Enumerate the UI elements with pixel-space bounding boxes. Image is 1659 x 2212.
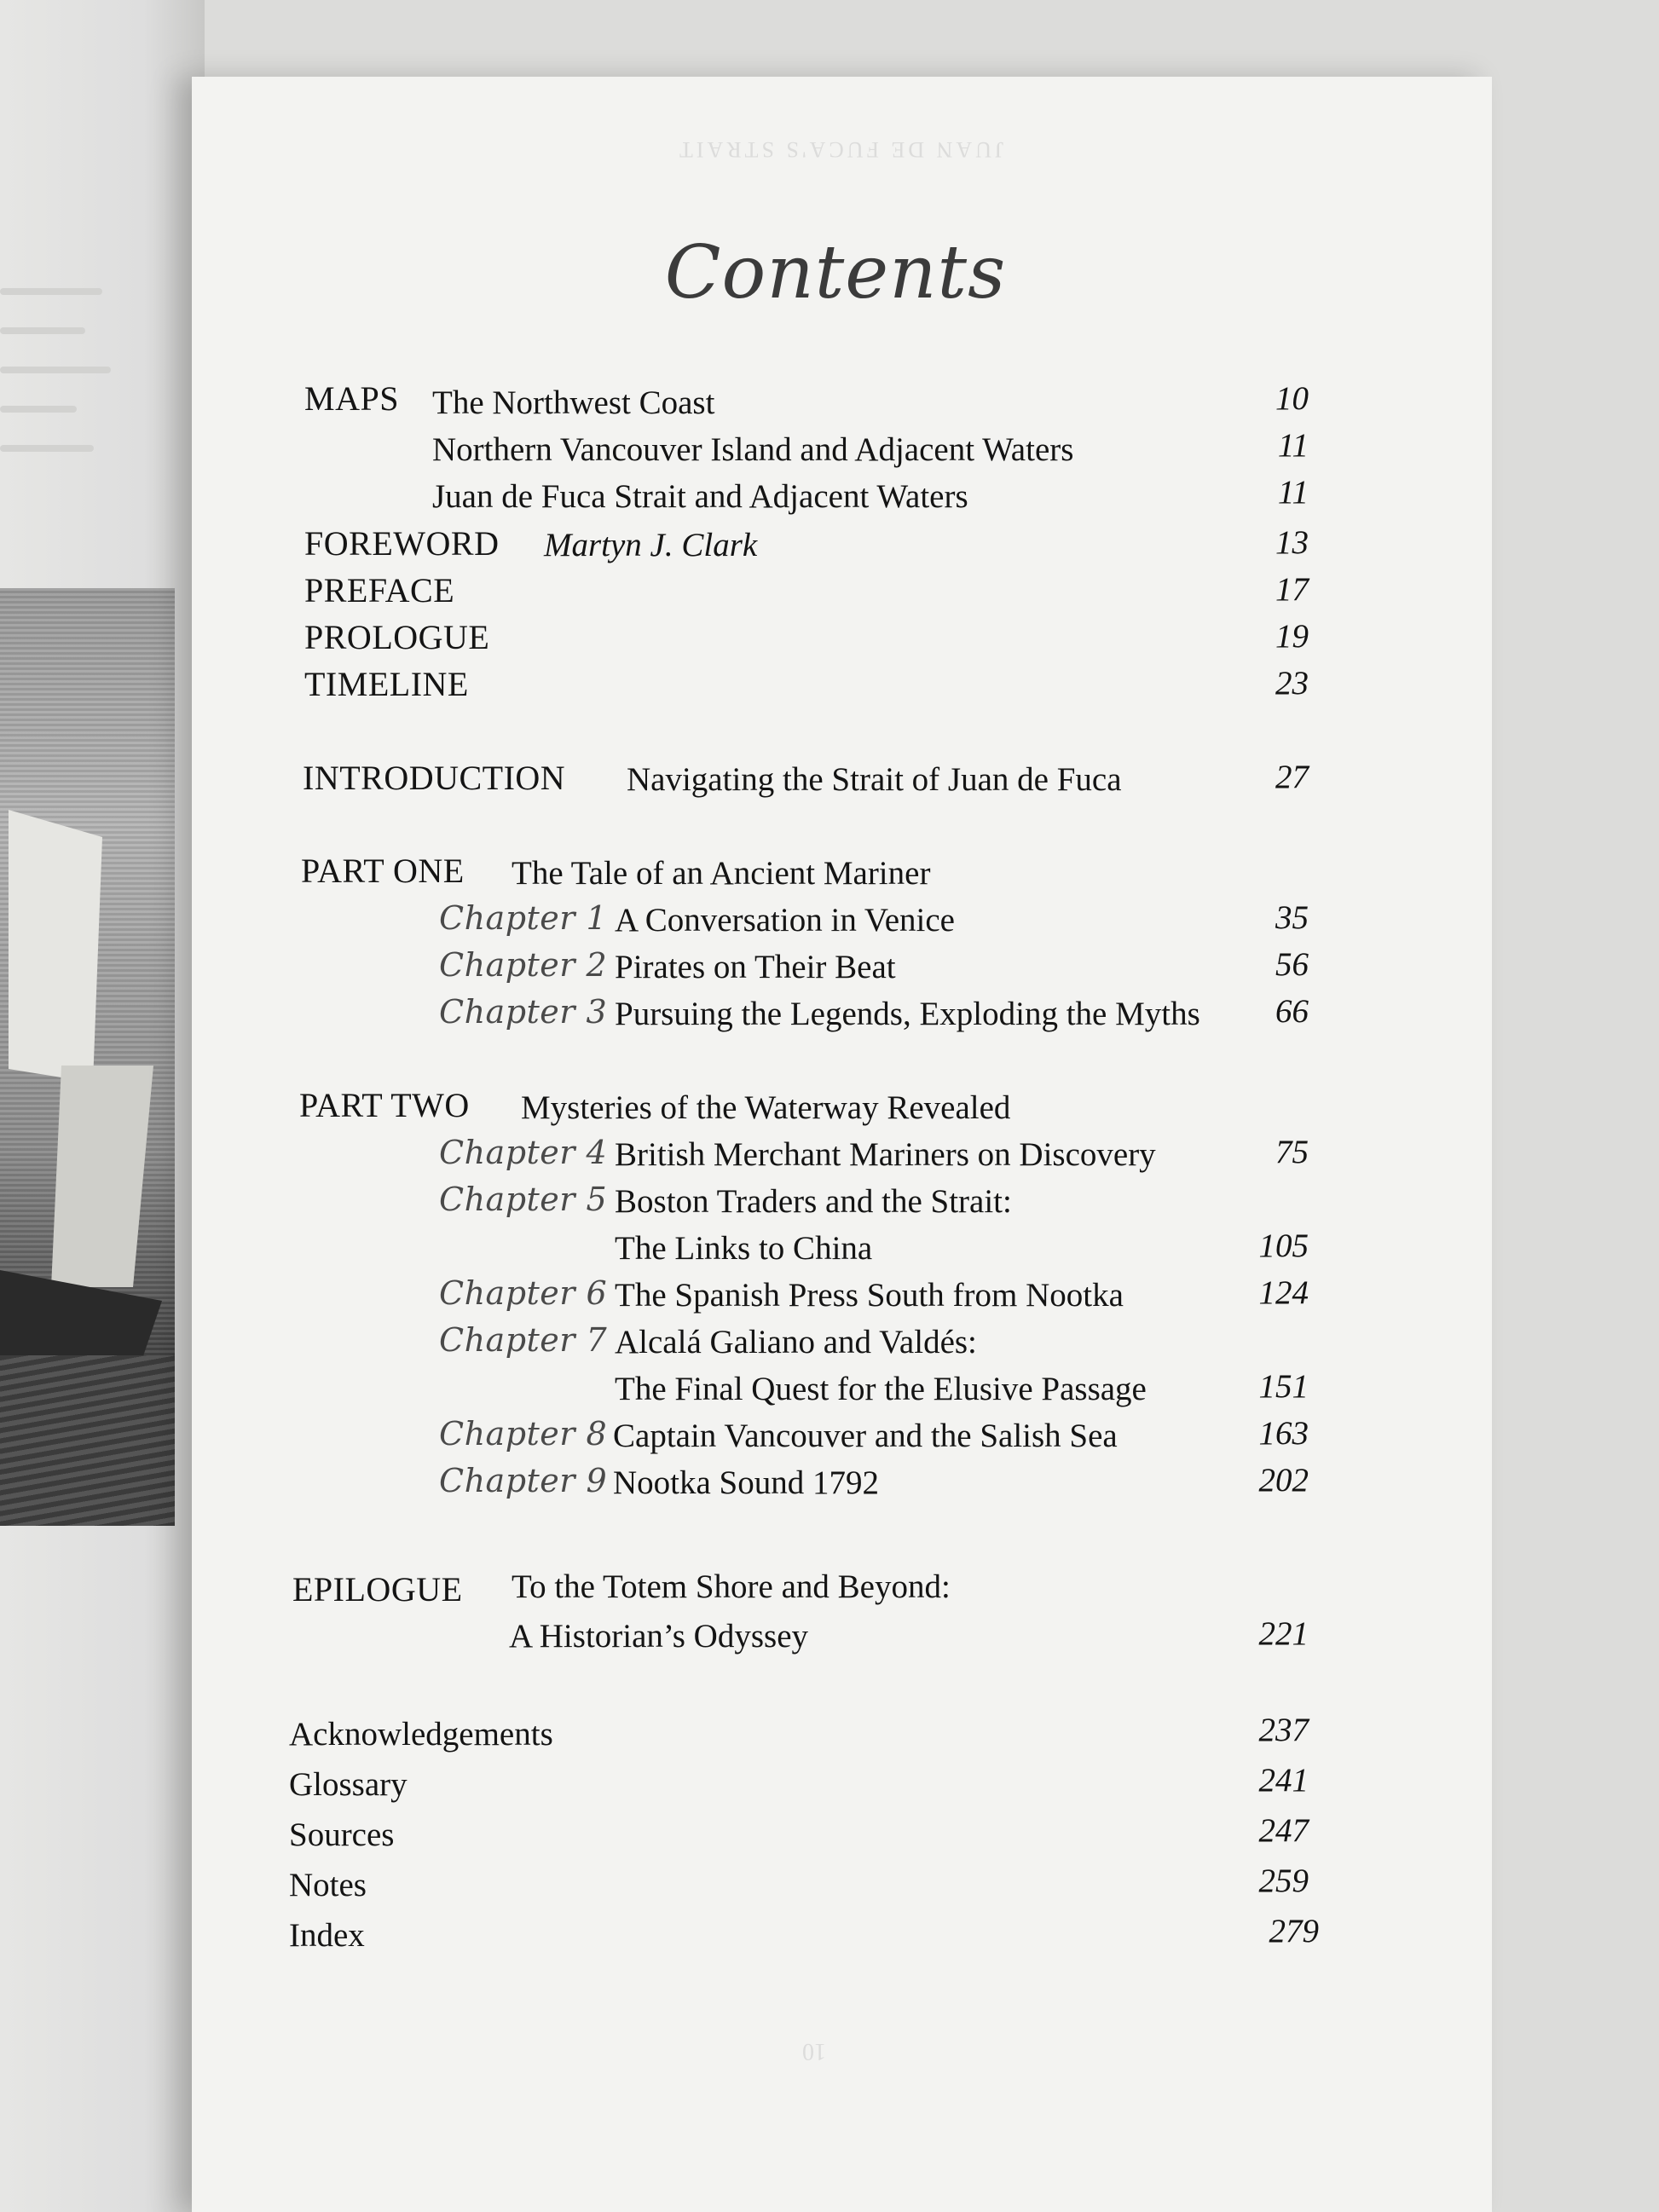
page-number: 66: [1275, 993, 1309, 1030]
foreword-author: Martyn J. Clark: [544, 527, 758, 563]
maps-label: MAPS: [304, 379, 399, 418]
page-number: 17: [1275, 571, 1309, 608]
part-one-label: PART ONE: [301, 852, 465, 890]
back-matter-title: Glossary: [289, 1766, 408, 1803]
epilogue-label: EPILOGUE: [292, 1570, 463, 1608]
ship-engraving-illustration: [0, 588, 175, 1526]
page-number: 279: [1269, 1913, 1319, 1949]
chapter-title: Boston Traders and the Strait:: [615, 1183, 1012, 1220]
page-number: 221: [1258, 1615, 1309, 1652]
chapter-label: Chapter 8: [439, 1415, 608, 1453]
page-number: 11: [1277, 474, 1309, 511]
facing-page: [0, 0, 205, 2212]
epilogue-title-continued: A Historian’s Odyssey: [509, 1618, 808, 1655]
page-number: 247: [1258, 1812, 1309, 1849]
back-matter-title: Notes: [289, 1867, 367, 1903]
page-number: 19: [1275, 618, 1309, 655]
chapter-label: Chapter 1: [439, 899, 608, 937]
part-two-label: PART TWO: [299, 1086, 470, 1124]
chapter-label: Chapter 7: [439, 1321, 608, 1359]
page-number: 56: [1275, 946, 1309, 983]
page-number: 27: [1275, 759, 1309, 795]
contents-page: [192, 77, 1492, 2212]
back-matter-title: Acknowledgements: [289, 1716, 553, 1753]
page-number: 124: [1258, 1274, 1309, 1311]
chapter-title: Alcalá Galiano and Valdés:: [615, 1324, 977, 1360]
chapter-title: Pursuing the Legends, Exploding the Myths: [615, 996, 1200, 1032]
part-one-title: The Tale of an Ancient Mariner: [512, 855, 931, 892]
map-title: Northern Vancouver Island and Adjacent Waters: [432, 431, 1074, 468]
back-matter-title: Index: [289, 1917, 365, 1954]
page-number: 10: [1275, 380, 1309, 417]
page-number: 202: [1258, 1462, 1309, 1499]
foreword-label: FOREWORD: [304, 524, 500, 563]
introduction-label: INTRODUCTION: [303, 759, 566, 797]
facing-page-text-fragment: [0, 256, 128, 546]
timeline-label: TIMELINE: [304, 665, 469, 703]
introduction-title: Navigating the Strait of Juan de Fuca: [627, 761, 1122, 798]
chapter-title-continued: The Final Quest for the Elusive Passage: [615, 1371, 1147, 1407]
page-number: 75: [1275, 1134, 1309, 1170]
page-number: 105: [1258, 1227, 1309, 1264]
chapter-title: Pirates on Their Beat: [615, 949, 896, 985]
chapter-title: The Spanish Press South from Nootka: [615, 1277, 1124, 1314]
page-number: 237: [1258, 1712, 1309, 1748]
back-matter-title: Sources: [289, 1816, 395, 1853]
epilogue-title: To the Totem Shore and Beyond:: [512, 1568, 951, 1605]
page-title: Contents: [664, 230, 1007, 315]
page-number: 11: [1277, 427, 1309, 464]
map-title: The Northwest Coast: [432, 384, 715, 421]
page-number: 241: [1258, 1762, 1309, 1799]
page-number: 13: [1275, 524, 1309, 561]
running-head: JUAN DE FUCA'S STRAIT: [675, 137, 1004, 162]
chapter-title: A Conversation in Venice: [615, 902, 955, 939]
page-number: 259: [1258, 1863, 1309, 1899]
chapter-title: Nootka Sound 1792: [613, 1464, 879, 1501]
map-title: Juan de Fuca Strait and Adjacent Waters: [432, 478, 968, 515]
folio: 10: [802, 2038, 826, 2065]
chapter-title: British Merchant Mariners on Discovery: [615, 1136, 1156, 1173]
page-number: 23: [1275, 665, 1309, 702]
page-number: 151: [1258, 1368, 1309, 1405]
page-number: 163: [1258, 1415, 1309, 1452]
preface-label: PREFACE: [304, 571, 455, 609]
prologue-label: PROLOGUE: [304, 618, 490, 656]
chapter-label: Chapter 3: [439, 993, 608, 1031]
part-two-title: Mysteries of the Waterway Revealed: [521, 1089, 1011, 1126]
chapter-label: Chapter 5: [439, 1181, 608, 1218]
chapter-title: Captain Vancouver and the Salish Sea: [613, 1418, 1118, 1454]
chapter-label: Chapter 4: [439, 1134, 608, 1171]
chapter-title-continued: The Links to China: [615, 1230, 873, 1267]
chapter-label: Chapter 9: [439, 1462, 608, 1499]
chapter-label: Chapter 2: [439, 946, 608, 984]
chapter-label: Chapter 6: [439, 1274, 608, 1312]
page-number: 35: [1275, 899, 1309, 936]
table-of-contents: [192, 77, 1492, 2212]
